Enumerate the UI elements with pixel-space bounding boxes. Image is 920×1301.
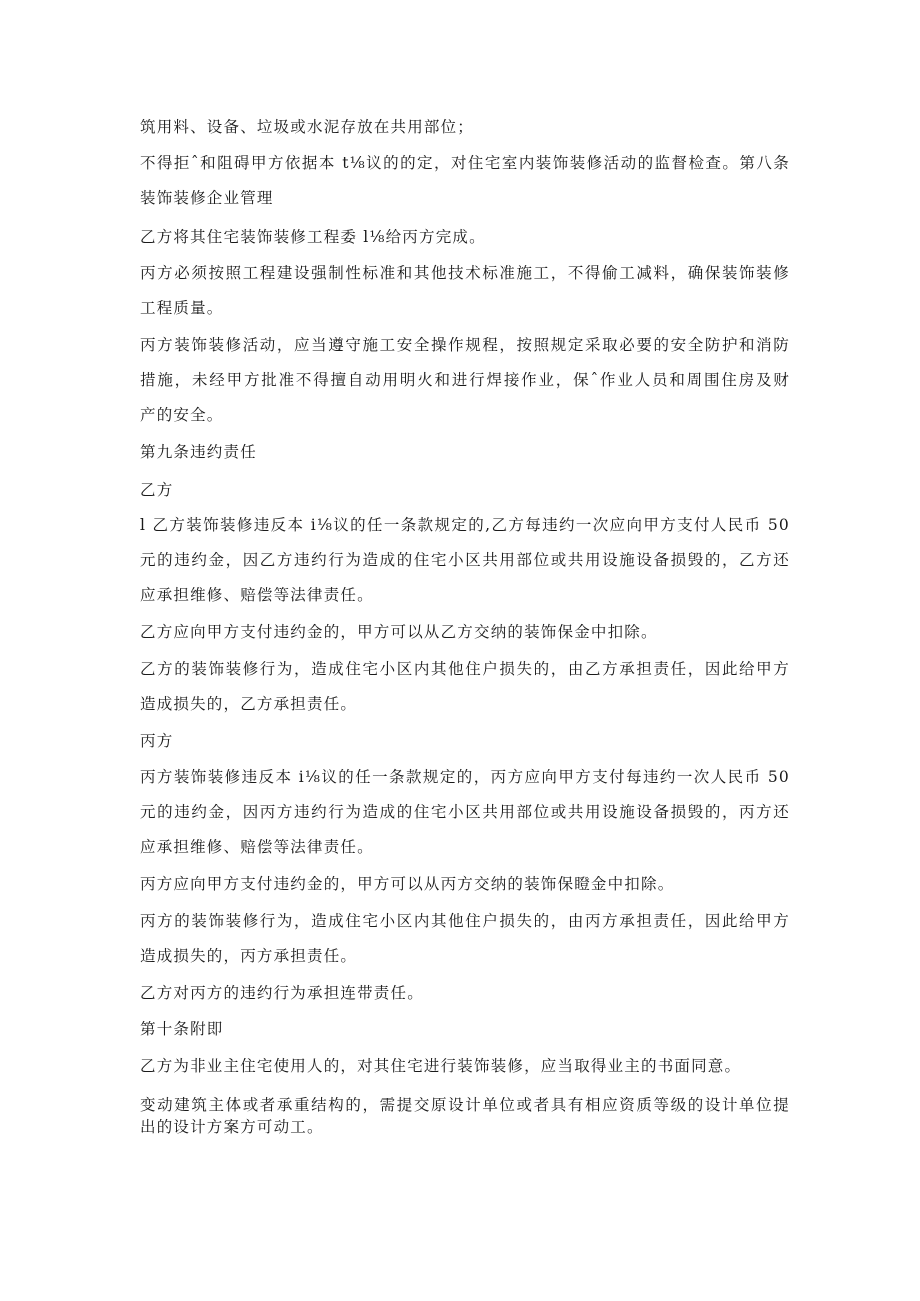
text-line: 出的设计方案方可动工。	[140, 1118, 324, 1136]
text-line: 元的违约金，因丙方违约行为造成的住宅小区共用部位或共用设施设备损毁的，丙方还	[140, 803, 790, 821]
text-line: 乙方为非业主住宅使用人的，对其住宅进行装饰装修，应当取得业主的书面同意。	[140, 1057, 742, 1075]
text-line: 丙方的装饰装修行为，造成住宅小区内其他住户损失的，由丙方承担责任，因此给甲方	[140, 912, 790, 930]
text-line: 乙方对丙方的违约行为承担连带责任。	[140, 984, 424, 1002]
text-line: 应承担维修、赔偿等法律责任。	[140, 838, 374, 856]
section-heading: 第十条附即	[140, 1020, 224, 1038]
text-line: 措施，未经甲方批准不得擅自动用明火和进行焊接作业，保ˆ作业人员和周围住房及财	[140, 371, 790, 389]
text-line: 产的安全。	[140, 406, 224, 424]
text-line: 乙方将其住宅装饰装修工程委 l⅛给丙方完成。	[140, 228, 486, 246]
text-line: 装饰装修企业管理	[140, 189, 274, 207]
text-line: 丙方必须按照工程建设强制性标准和其他技术标准施工，不得偷工减料，确保装饰装修	[140, 264, 790, 282]
text-line: 变动建筑主体或者承重结构的，需提交原设计单位或者具有相应资质等级的设计单位提	[140, 1096, 790, 1114]
text-line: l 乙方装饰装修违反本 i⅛议的任一条款规定的,乙方每违约一次应向甲方支付人民币 50	[140, 516, 790, 534]
text-line: 筑用料、设备、垃圾或水泥存放在共用部位；	[140, 118, 475, 136]
text-line: 不得拒ˆ和阻碍甲方依据本 t⅛议的的定，对住宅室内装饰装修活动的监督检查。第八条	[140, 154, 790, 172]
text-line: 元的违约金，因乙方违约行为造成的住宅小区共用部位或共用设施设备损毁的，乙方还	[140, 551, 790, 569]
text-line: 应承担维修、赔偿等法律责任。	[140, 586, 374, 604]
section-heading: 第九条违约责任	[140, 443, 257, 461]
text-line: 丙方装饰装修活动，应当遵守施工安全操作规程，按照规定采取必要的安全防护和消防	[140, 336, 790, 354]
text-line: 丙方装饰装修违反本 i⅛议的任一条款规定的，丙方应向甲方支付每违约一次人民币 50	[140, 768, 790, 786]
party-heading: 乙方	[140, 481, 174, 499]
text-line: 乙方的装饰装修行为，造成住宅小区内其他住户损失的，由乙方承担责任，因此给甲方	[140, 660, 790, 678]
text-line: 造成损失的，乙方承担责任。	[140, 695, 358, 713]
text-line: 造成损失的，丙方承担责任。	[140, 947, 358, 965]
text-line: 乙方应向甲方支付违约金的，甲方可以从乙方交纳的装饰保金中扣除。	[140, 623, 658, 641]
party-heading: 丙方	[140, 732, 174, 750]
text-line: 丙方应向甲方支付违约金的，甲方可以从丙方交纳的装饰保瞪金中扣除。	[140, 875, 675, 893]
text-line: 工程质量。	[140, 299, 224, 317]
